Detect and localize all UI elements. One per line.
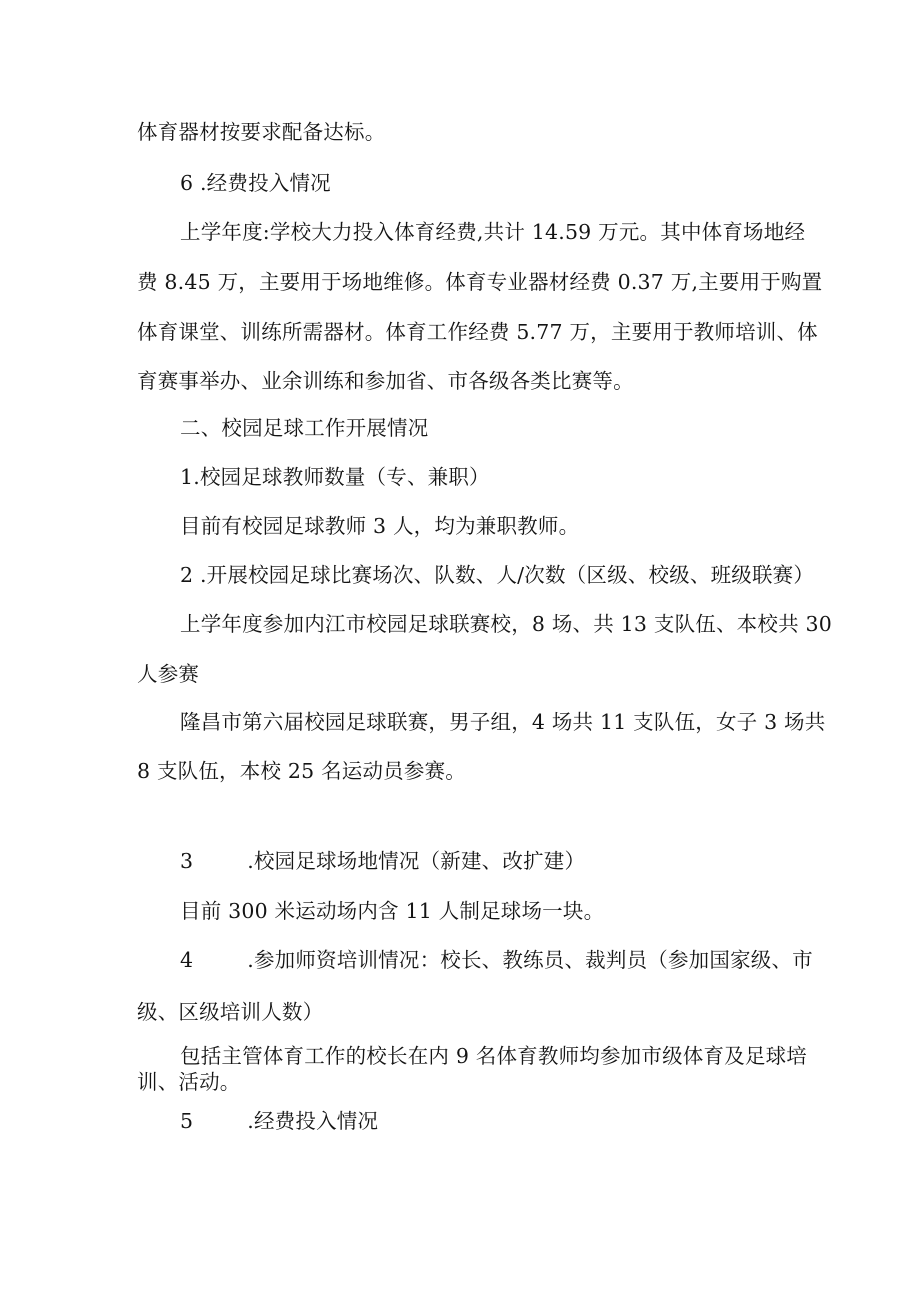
heading-funding-6: 6 .经费投入情况: [180, 171, 331, 195]
paragraph-field: 目前 300 米运动场内含 11 人制足球场一块。: [180, 899, 605, 923]
paragraph-longchang-line-1: 隆昌市第六届校园足球联赛，男子组，4 场共 11 支队伍，女子 3 场共: [180, 710, 826, 734]
paragraph-neijiang-line-1: 上学年度参加内江市校园足球联赛校，8 场、共 13 支队伍、本校共 30: [180, 612, 832, 636]
paragraph-funding-line-2: 费 8.45 万，主要用于场地维修。体育专业器材经费 0.37 万,主要用于购置: [137, 270, 823, 294]
item-number: 3: [180, 849, 194, 873]
item-text: .校园足球场地情况（新建、改扩建）: [247, 849, 586, 873]
paragraph-funding-line-4: 育赛事举办、业余训练和参加省、市各级各类比赛等。: [137, 369, 634, 393]
item-text: .参加师资培训情况：校长、教练员、裁判员（参加国家级、市: [247, 948, 813, 972]
item-number: 4: [180, 948, 194, 972]
paragraph-funding-line-1: 上学年度:学校大力投入体育经费,共计 14.59 万元。其中体育场地经: [180, 220, 806, 244]
heading-training-line-1: [180, 946, 813, 974]
heading-training-line-2: 级、区级培训人数）: [137, 1000, 324, 1024]
item-number: 5: [180, 1109, 194, 1133]
section-heading-football: 二、校园足球工作开展情况: [180, 416, 429, 440]
paragraph-funding-line-3: 体育课堂、训练所需器材。体育工作经费 5.77 万，主要用于教师培训、体: [137, 320, 818, 344]
heading-field: [180, 847, 585, 875]
heading-matches: 2 .开展校园足球比赛场次、队数、人/次数（区级、校级、班级联赛）: [180, 563, 815, 587]
heading-funding-5: [180, 1107, 378, 1135]
paragraph-neijiang-line-2: 人参赛: [137, 662, 200, 686]
paragraph-training-line-2: 训、活动。: [137, 1070, 241, 1094]
paragraph-longchang-line-2: 8 支队伍，本校 25 名运动员参赛。: [137, 759, 466, 783]
paragraph-training-line-1: 包括主管体育工作的校长在内 9 名体育教师均参加市级体育及足球培: [180, 1044, 807, 1068]
heading-teacher-count: 1.校园足球教师数量（专、兼职）: [180, 465, 490, 489]
paragraph-teacher-count: 目前有校园足球教师 3 人，均为兼职教师。: [180, 514, 580, 538]
paragraph-equipment-line: 体育器材按要求配备达标。: [137, 120, 386, 144]
item-text: .经费投入情况: [247, 1109, 379, 1133]
